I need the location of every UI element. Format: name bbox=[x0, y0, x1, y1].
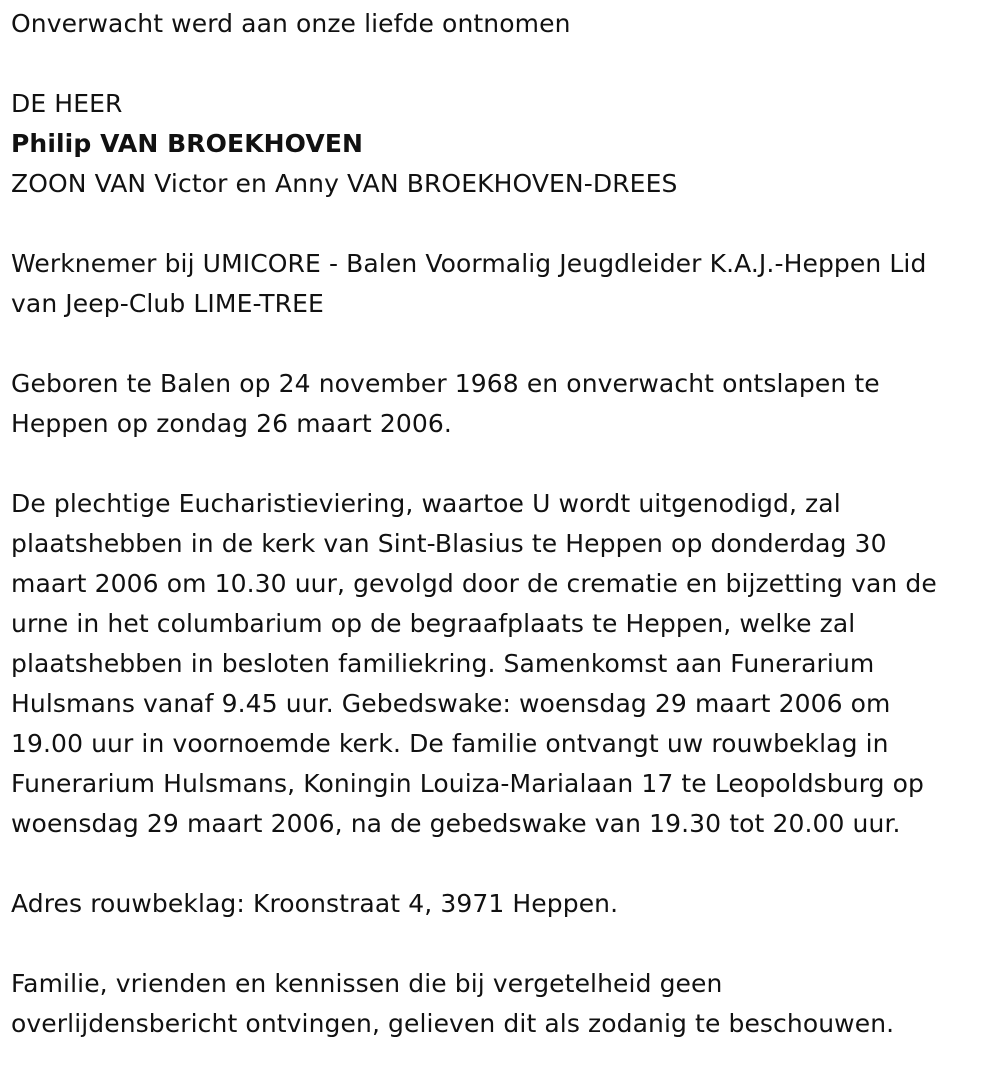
salutation: DE HEER bbox=[11, 89, 123, 118]
spacer bbox=[11, 204, 993, 244]
intro-text: Onverwacht werd aan onze liefde ontnomen bbox=[11, 9, 571, 38]
paragraph-line: urne in het columbarium op de begraafplaats te Heppen, welke zal bbox=[11, 609, 856, 638]
spacer bbox=[11, 924, 993, 964]
paragraph-line: Werknemer bij UMICORE - Balen Voormalig Jeugdleider K.A.J.-Heppen Lid bbox=[11, 249, 927, 278]
death-notice bbox=[11, 4, 993, 1044]
spacer bbox=[11, 324, 993, 364]
deceased-name: Philip VAN BROEKHOVEN bbox=[11, 129, 364, 158]
paragraph-line: van Jeep-Club LIME-TREE bbox=[11, 289, 324, 318]
paragraph-line: Hulsmans vanaf 9.45 uur. Gebedswake: woensdag 29 maart 2006 om bbox=[11, 689, 891, 718]
paragraph-line: woensdag 29 maart 2006, na de gebedswake van 19.30 tot 20.00 uur. bbox=[11, 809, 901, 838]
occupation-paragraph bbox=[11, 244, 993, 324]
paragraph-line: De plechtige Eucharistieviering, waartoe U wordt uitgenodigd, zal bbox=[11, 489, 841, 518]
paragraph-line: Geboren te Balen op 24 november 1968 en onverwacht ontslapen te bbox=[11, 369, 880, 398]
spacer bbox=[11, 444, 993, 484]
parents-text: ZOON VAN Victor en Anny VAN BROEKHOVEN-DREES bbox=[11, 169, 678, 198]
paragraph-line: plaatshebben in de kerk van Sint-Blasius te Heppen op donderdag 30 bbox=[11, 529, 887, 558]
ceremony-paragraph bbox=[11, 484, 993, 844]
paragraph-line: maart 2006 om 10.30 uur, gevolgd door de crematie en bijzetting van de bbox=[11, 569, 937, 598]
spacer bbox=[11, 44, 993, 84]
paragraph-line: Familie, vrienden en kennissen die bij vergetelheid geen bbox=[11, 969, 723, 998]
address-text: Adres rouwbeklag: Kroonstraat 4, 3971 Heppen. bbox=[11, 889, 619, 918]
closing-paragraph bbox=[11, 964, 993, 1044]
birth-death-paragraph bbox=[11, 364, 993, 444]
paragraph-line: 19.00 uur in voornoemde kerk. De familie ontvangt uw rouwbeklag in bbox=[11, 729, 889, 758]
paragraph-line: plaatshebben in besloten familiekring. Samenkomst aan Funerarium bbox=[11, 649, 875, 678]
paragraph-line: overlijdensbericht ontvingen, gelieven dit als zodanig te beschouwen. bbox=[11, 1009, 895, 1038]
paragraph-line: Heppen op zondag 26 maart 2006. bbox=[11, 409, 452, 438]
paragraph-line: Funerarium Hulsmans, Koningin Louiza-Marialaan 17 te Leopoldsburg op bbox=[11, 769, 925, 798]
spacer bbox=[11, 844, 993, 884]
